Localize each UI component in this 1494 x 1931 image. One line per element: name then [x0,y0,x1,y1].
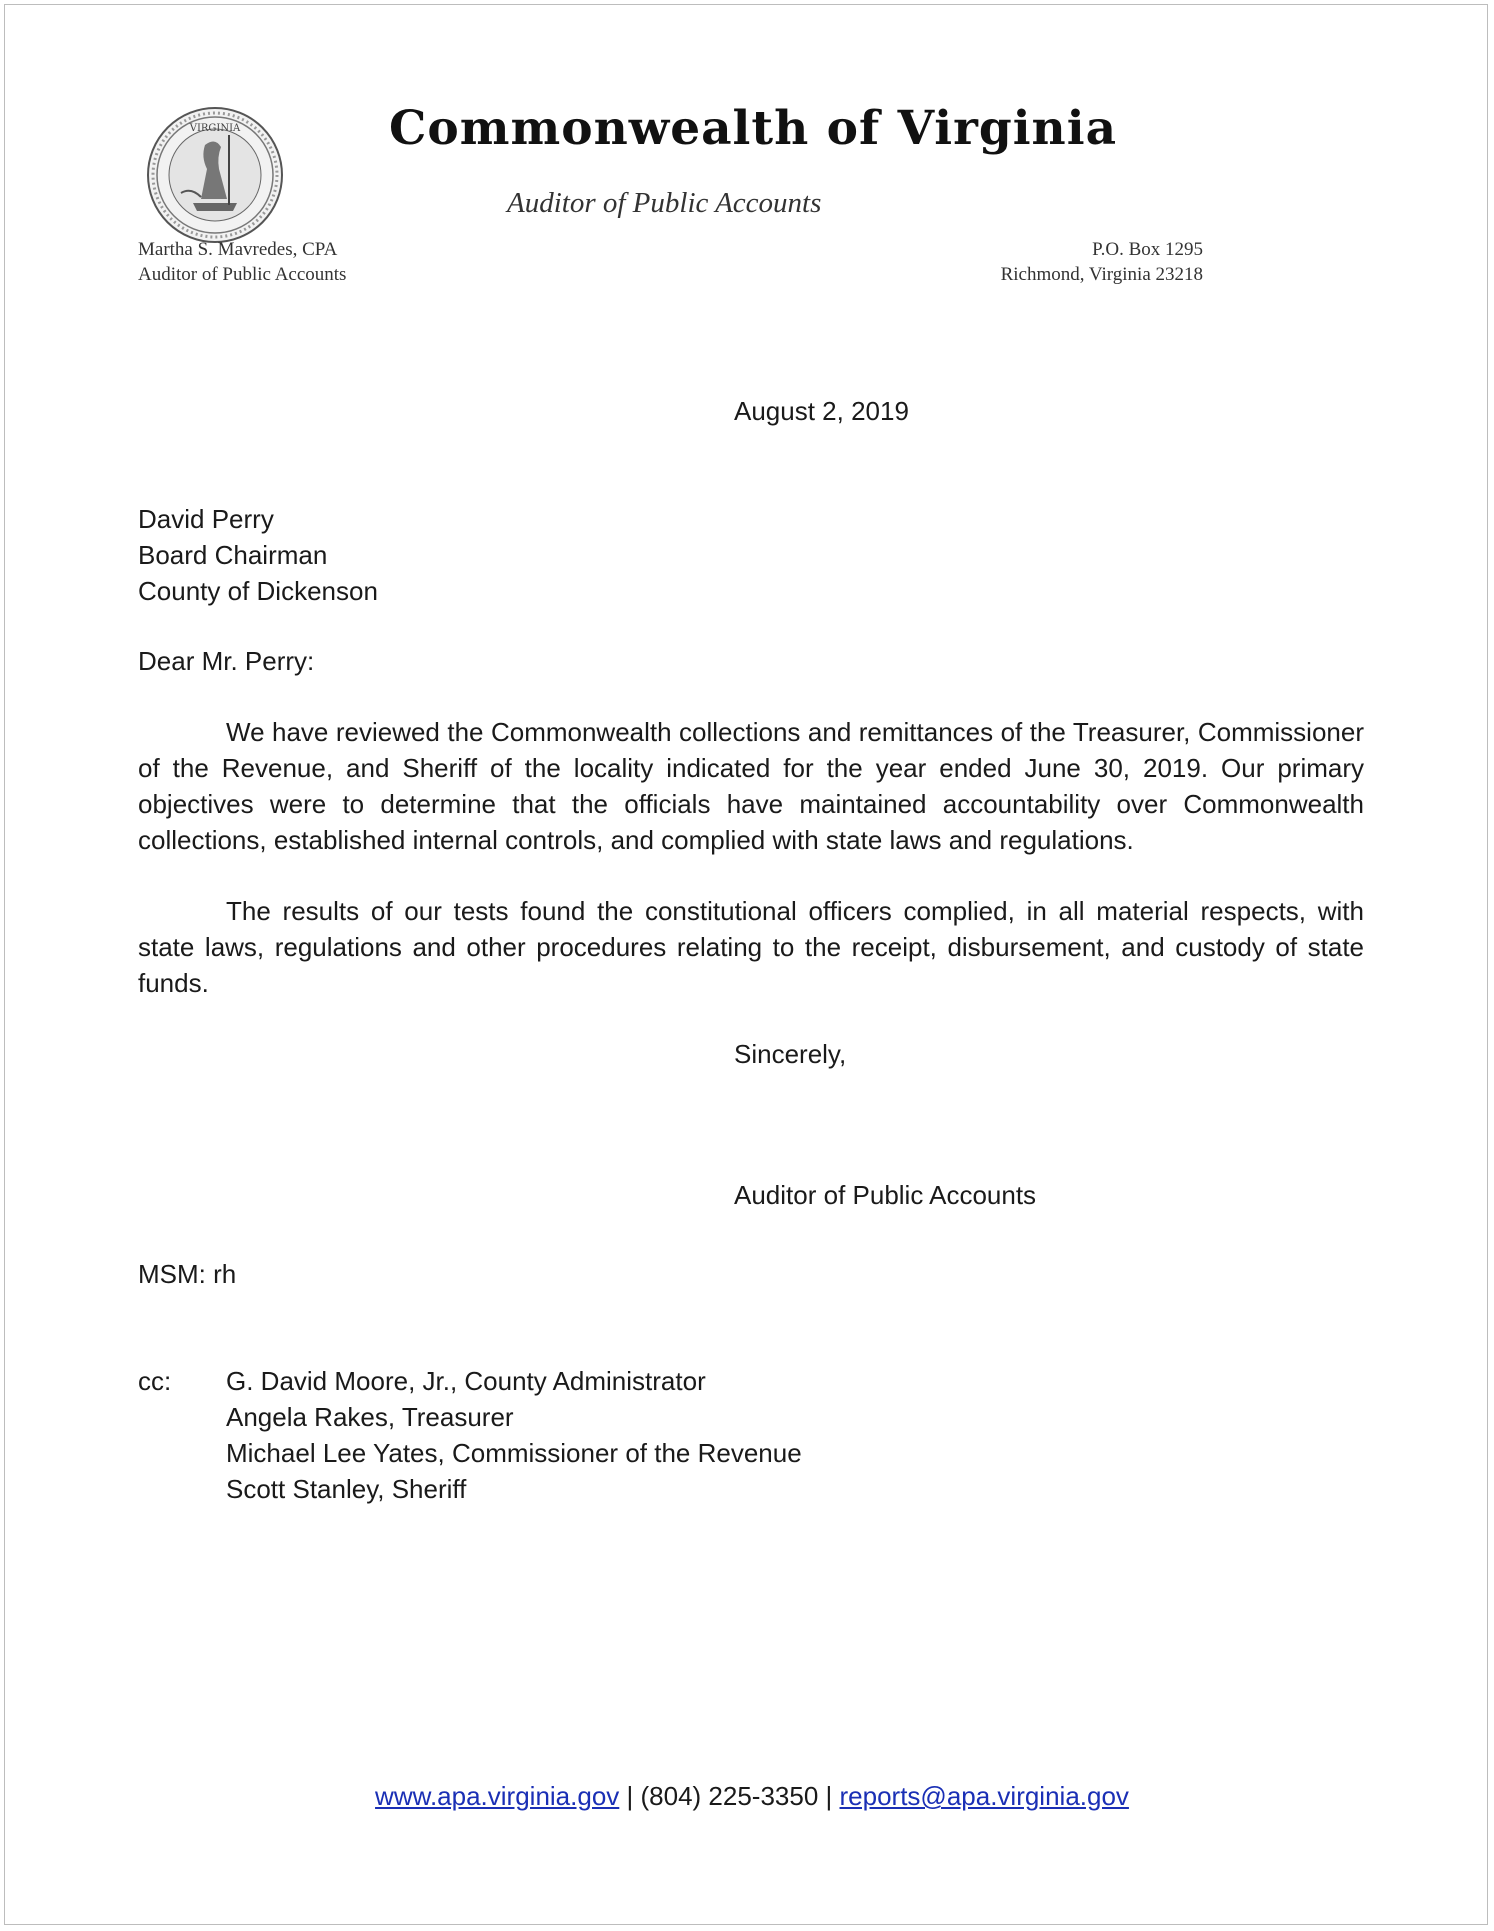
letter-page [4,4,1488,1925]
closing: Sincerely, [734,1039,847,1069]
reference-initials: MSM: rh [138,1259,237,1289]
auditor-name-block [138,237,346,287]
cc-recipient: Angela Rakes, Treasurer [226,1402,514,1432]
cc-recipient: G. David Moore, Jr., County Administrator [226,1366,706,1396]
seal-text: VIRGINIA [189,123,241,134]
body-paragraph: The results of our tests found the constitutional officers complied, in all material respects, with state laws, regulations and other procedures relating to the receipt, disbursement, and custody of state funds. [138,896,1364,998]
phone-number: (804) 225-3350 [640,1781,819,1811]
salutation: Dear Mr. Perry: [138,646,315,676]
virginia-seal-icon [145,105,285,245]
body-paragraph: We have reviewed the Commonwealth collections and remittances of the Treasurer, Commissioner of the Revenue, and Sheriff of the locality indicated for the year ended June 30, 2019. Our primary objectives were to determine that the officials have maintained accountability over Commonwealth collections, established internal controls, and complied with state laws and regulations. [138,717,1364,855]
website-link[interactable]: www.apa.virginia.gov [375,1781,620,1811]
footer-separator: | [619,1781,641,1811]
footer-separator: | [818,1781,840,1811]
recipient-title: Board Chairman [138,540,328,570]
footer-contact [5,1781,1494,1812]
email-link[interactable]: reports@apa.virginia.gov [839,1781,1129,1811]
recipient-name: David Perry [138,504,274,534]
auditor-title: Auditor of Public Accounts [138,264,347,285]
cc-recipient: Scott Stanley, Sheriff [226,1474,467,1504]
letter-date: August 2, 2019 [734,396,909,426]
signer: Auditor of Public Accounts [734,1180,1037,1210]
mailing-address-block [1001,237,1203,287]
letterhead-title: Commonwealth of Virginia [389,101,1118,156]
city-state-zip: Richmond, Virginia 23218 [1000,264,1203,285]
cc-label: cc: [138,1366,172,1396]
recipient-organization: County of Dickenson [138,576,378,606]
cc-recipient: Michael Lee Yates, Commissioner of the Revenue [226,1438,802,1468]
recipient-block [138,501,378,609]
letterhead-subtitle: Auditor of Public Accounts [507,187,822,219]
po-box: P.O. Box 1295 [1092,239,1203,260]
cc-list [226,1363,802,1507]
auditor-name: Martha S. Mavredes, CPA [138,239,338,260]
